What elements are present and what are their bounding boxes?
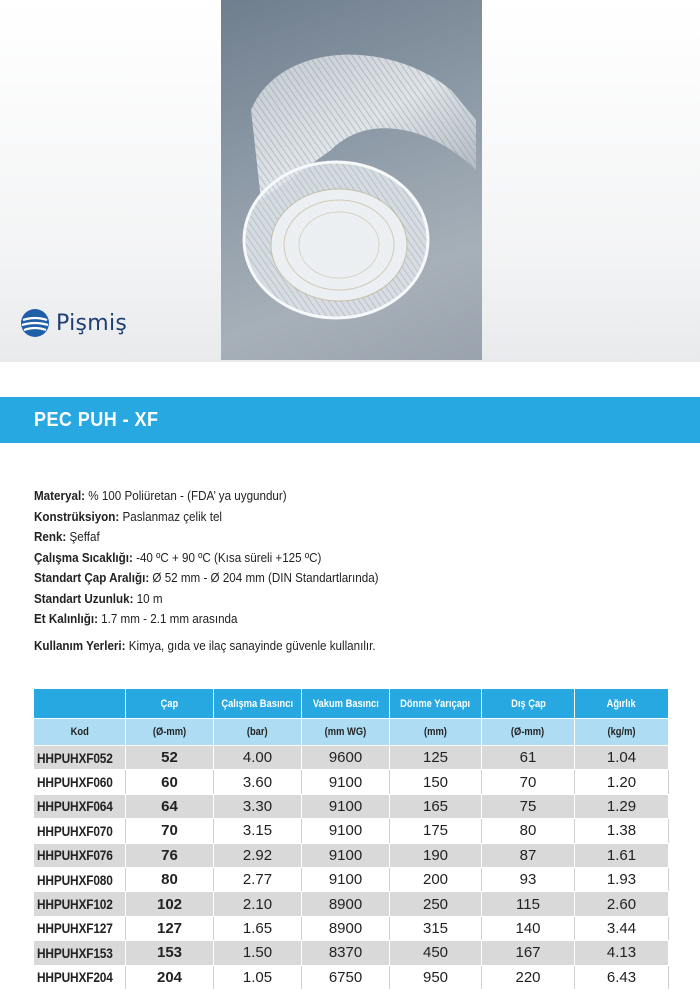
table-row — [34, 916, 669, 940]
spec-length: Standart Uzunluk: 10 m — [34, 591, 163, 606]
header-weight: Ağırlık — [575, 689, 669, 719]
spec-table-wrapper — [33, 688, 668, 990]
header-working-pressure: Çalışma Basıncı — [214, 689, 302, 719]
unit-working-pressure: (bar) — [214, 719, 302, 746]
cell-outer-diameter: 115 — [482, 892, 575, 916]
cell-cap: 70 — [126, 819, 214, 843]
table-row — [34, 843, 669, 867]
cell-kod: HHPUHXF080 — [34, 867, 126, 891]
cell-bend-radius: 125 — [390, 746, 482, 770]
cell-bend-radius: 175 — [390, 819, 482, 843]
cell-vacuum-pressure: 9100 — [302, 770, 390, 794]
cell-working-pressure: 1.05 — [214, 965, 302, 989]
cell-working-pressure: 2.92 — [214, 843, 302, 867]
unit-bend-radius: (mm) — [390, 719, 482, 746]
cell-outer-diameter: 70 — [482, 770, 575, 794]
cell-kod: HHPUHXF102 — [34, 892, 126, 916]
cell-weight: 4.13 — [575, 941, 669, 965]
cell-weight: 1.93 — [575, 867, 669, 891]
cell-vacuum-pressure: 8370 — [302, 941, 390, 965]
header-vacuum-pressure: Vakum Basıncı — [302, 689, 390, 719]
cell-cap: 153 — [126, 941, 214, 965]
cell-outer-diameter: 80 — [482, 819, 575, 843]
cell-vacuum-pressure: 8900 — [302, 916, 390, 940]
unit-outer-diameter: (Ø-mm) — [482, 719, 575, 746]
cell-working-pressure: 4.00 — [214, 746, 302, 770]
cell-bend-radius: 190 — [390, 843, 482, 867]
cell-working-pressure: 3.60 — [214, 770, 302, 794]
cell-outer-diameter: 140 — [482, 916, 575, 940]
cell-weight: 1.38 — [575, 819, 669, 843]
cell-kod: HHPUHXF064 — [34, 794, 126, 818]
cell-working-pressure: 2.77 — [214, 867, 302, 891]
cell-vacuum-pressure: 6750 — [302, 965, 390, 989]
unit-cap: (Ø-mm) — [126, 719, 214, 746]
spec-list — [34, 486, 674, 656]
cell-bend-radius: 200 — [390, 867, 482, 891]
cell-bend-radius: 150 — [390, 770, 482, 794]
unit-kod: Kod — [34, 719, 126, 746]
cell-kod: HHPUHXF060 — [34, 770, 126, 794]
cell-bend-radius: 165 — [390, 794, 482, 818]
spec-usage: Kullanım Yerleri: Kimya, gıda ve ilaç sanayinde güvenle kullanılır. — [34, 638, 376, 653]
spec-wall-thickness: Et Kalınlığı: 1.7 mm - 2.1 mm arasında — [34, 612, 238, 626]
product-title: PEC PUH - XF — [34, 408, 159, 431]
brand-name: Pişmiş — [56, 310, 128, 336]
cell-vacuum-pressure: 9100 — [302, 843, 390, 867]
cell-cap: 127 — [126, 916, 214, 940]
cell-weight: 6.43 — [575, 965, 669, 989]
table-row — [34, 819, 669, 843]
cell-bend-radius: 250 — [390, 892, 482, 916]
cell-kod: HHPUHXF204 — [34, 965, 126, 989]
cell-working-pressure: 2.10 — [214, 892, 302, 916]
table-row — [34, 746, 669, 770]
header-area — [0, 0, 700, 362]
spec-temperature: Çalışma Sıcaklığı: -40 ºC + 90 ºC (Kısa süreli +125 ºC) — [34, 550, 322, 565]
spec-construction: Konstrüksiyon: Paslanmaz çelik tel — [34, 509, 223, 524]
cell-cap: 204 — [126, 965, 214, 989]
cell-vacuum-pressure: 9100 — [302, 819, 390, 843]
brand-logo — [20, 305, 127, 341]
spec-diameter-range: Standart Çap Aralığı: Ø 52 mm - Ø 204 mm (DIN Standartlarında) — [34, 571, 379, 585]
cell-cap: 52 — [126, 746, 214, 770]
cell-cap: 76 — [126, 843, 214, 867]
cell-kod: HHPUHXF153 — [34, 941, 126, 965]
cell-bend-radius: 950 — [390, 965, 482, 989]
cell-vacuum-pressure: 8900 — [302, 892, 390, 916]
table-row — [34, 941, 669, 965]
cell-weight: 1.04 — [575, 746, 669, 770]
cell-vacuum-pressure: 9100 — [302, 867, 390, 891]
cell-kod: HHPUHXF076 — [34, 843, 126, 867]
cell-outer-diameter: 61 — [482, 746, 575, 770]
cell-kod: HHPUHXF052 — [34, 746, 126, 770]
cell-weight: 1.29 — [575, 794, 669, 818]
unit-vacuum-pressure: (mm WG) — [302, 719, 390, 746]
cell-kod: HHPUHXF127 — [34, 916, 126, 940]
cell-cap: 60 — [126, 770, 214, 794]
cell-vacuum-pressure: 9100 — [302, 794, 390, 818]
cell-working-pressure: 1.65 — [214, 916, 302, 940]
title-band — [0, 397, 700, 443]
cell-vacuum-pressure: 9600 — [302, 746, 390, 770]
pismis-logo-icon — [20, 308, 50, 338]
cell-working-pressure: 3.15 — [214, 819, 302, 843]
header-outer-diameter: Dış Çap — [482, 689, 575, 719]
header-cap: Çap — [126, 689, 214, 719]
table-row — [34, 770, 669, 794]
cell-kod: HHPUHXF070 — [34, 819, 126, 843]
cell-weight: 2.60 — [575, 892, 669, 916]
cell-cap: 64 — [126, 794, 214, 818]
table-units-row — [34, 719, 669, 746]
cell-bend-radius: 315 — [390, 916, 482, 940]
cell-cap: 80 — [126, 867, 214, 891]
unit-weight: (kg/m) — [575, 719, 669, 746]
table-row — [34, 965, 669, 989]
cell-outer-diameter: 220 — [482, 965, 575, 989]
cell-outer-diameter: 75 — [482, 794, 575, 818]
cell-working-pressure: 1.50 — [214, 941, 302, 965]
cell-outer-diameter: 93 — [482, 867, 575, 891]
table-row — [34, 867, 669, 891]
cell-cap: 102 — [126, 892, 214, 916]
table-row — [34, 892, 669, 916]
cell-bend-radius: 450 — [390, 941, 482, 965]
table-header-row — [34, 689, 669, 719]
cell-outer-diameter: 167 — [482, 941, 575, 965]
cell-weight: 1.61 — [575, 843, 669, 867]
spec-material: Materyal: % 100 Poliüretan - (FDA’ ya uygundur) — [34, 489, 287, 503]
cell-weight: 1.20 — [575, 770, 669, 794]
cell-outer-diameter: 87 — [482, 843, 575, 867]
cell-working-pressure: 3.30 — [214, 794, 302, 818]
product-photo — [221, 0, 482, 360]
header-bend-radius: Dönme Yarıçapı — [390, 689, 482, 719]
table-row — [34, 794, 669, 818]
cell-weight: 3.44 — [575, 916, 669, 940]
spec-color: Renk: Şeffaf — [34, 530, 100, 544]
spec-table — [33, 688, 669, 990]
header-empty — [34, 689, 126, 719]
